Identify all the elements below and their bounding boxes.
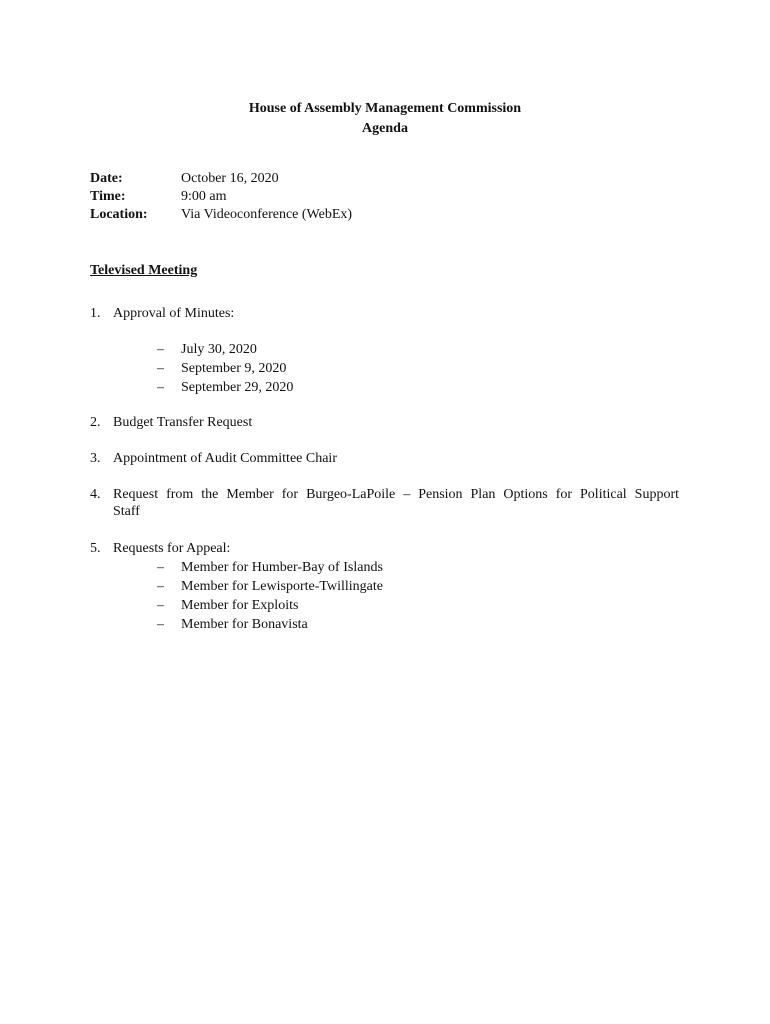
dash-bullet: –: [157, 579, 164, 594]
agenda-item-text: Request from the Member for Burgeo-LaPoile – Pension Plan Options for Political Support: [113, 487, 679, 502]
agenda-subitem-text: July 30, 2020: [181, 342, 257, 357]
agenda-subitem-text: Member for Exploits: [181, 598, 299, 613]
agenda-subitem-text: September 9, 2020: [181, 361, 287, 376]
date-label: Date:: [90, 171, 123, 186]
agenda-subitem-text: Member for Bonavista: [181, 617, 308, 632]
dash-bullet: –: [157, 617, 164, 632]
document-subtitle: Agenda: [362, 121, 408, 136]
dash-bullet: –: [157, 598, 164, 613]
document-title: House of Assembly Management Commission: [248, 101, 522, 116]
agenda-item-number: 3.: [90, 451, 101, 466]
dash-bullet: –: [157, 342, 164, 357]
agenda-subitem-text: September 29, 2020: [181, 380, 294, 395]
agenda-subitem-text: Member for Humber-Bay of Islands: [181, 560, 383, 575]
dash-bullet: –: [157, 380, 164, 395]
agenda-subitem-text: Member for Lewisporte-Twillingate: [181, 579, 383, 594]
agenda-item-number: 5.: [90, 541, 101, 556]
time-value: 9:00 am: [181, 189, 227, 204]
agenda-item-text: Appointment of Audit Committee Chair: [113, 451, 337, 466]
meta-location-row: [90, 206, 690, 224]
time-label: Time:: [90, 189, 126, 204]
agenda-item-number: 1.: [90, 306, 101, 321]
section-heading: Televised Meeting: [90, 263, 198, 278]
agenda-item-number: 4.: [90, 487, 101, 502]
dash-bullet: –: [157, 560, 164, 575]
agenda-item-text: Approval of Minutes:: [113, 306, 235, 321]
location-label: Location:: [90, 207, 148, 222]
agenda-item-continuation: Staff: [113, 504, 140, 519]
date-value: October 16, 2020: [181, 171, 279, 186]
location-value: Via Videoconference (WebEx): [181, 207, 353, 222]
meta-date-row: [90, 170, 690, 188]
agenda-item-text: Requests for Appeal:: [113, 541, 231, 556]
agenda-item-number: 2.: [90, 415, 101, 430]
meta-time-row: [90, 188, 690, 206]
dash-bullet: –: [157, 361, 164, 376]
agenda-item-text: Budget Transfer Request: [113, 415, 253, 430]
